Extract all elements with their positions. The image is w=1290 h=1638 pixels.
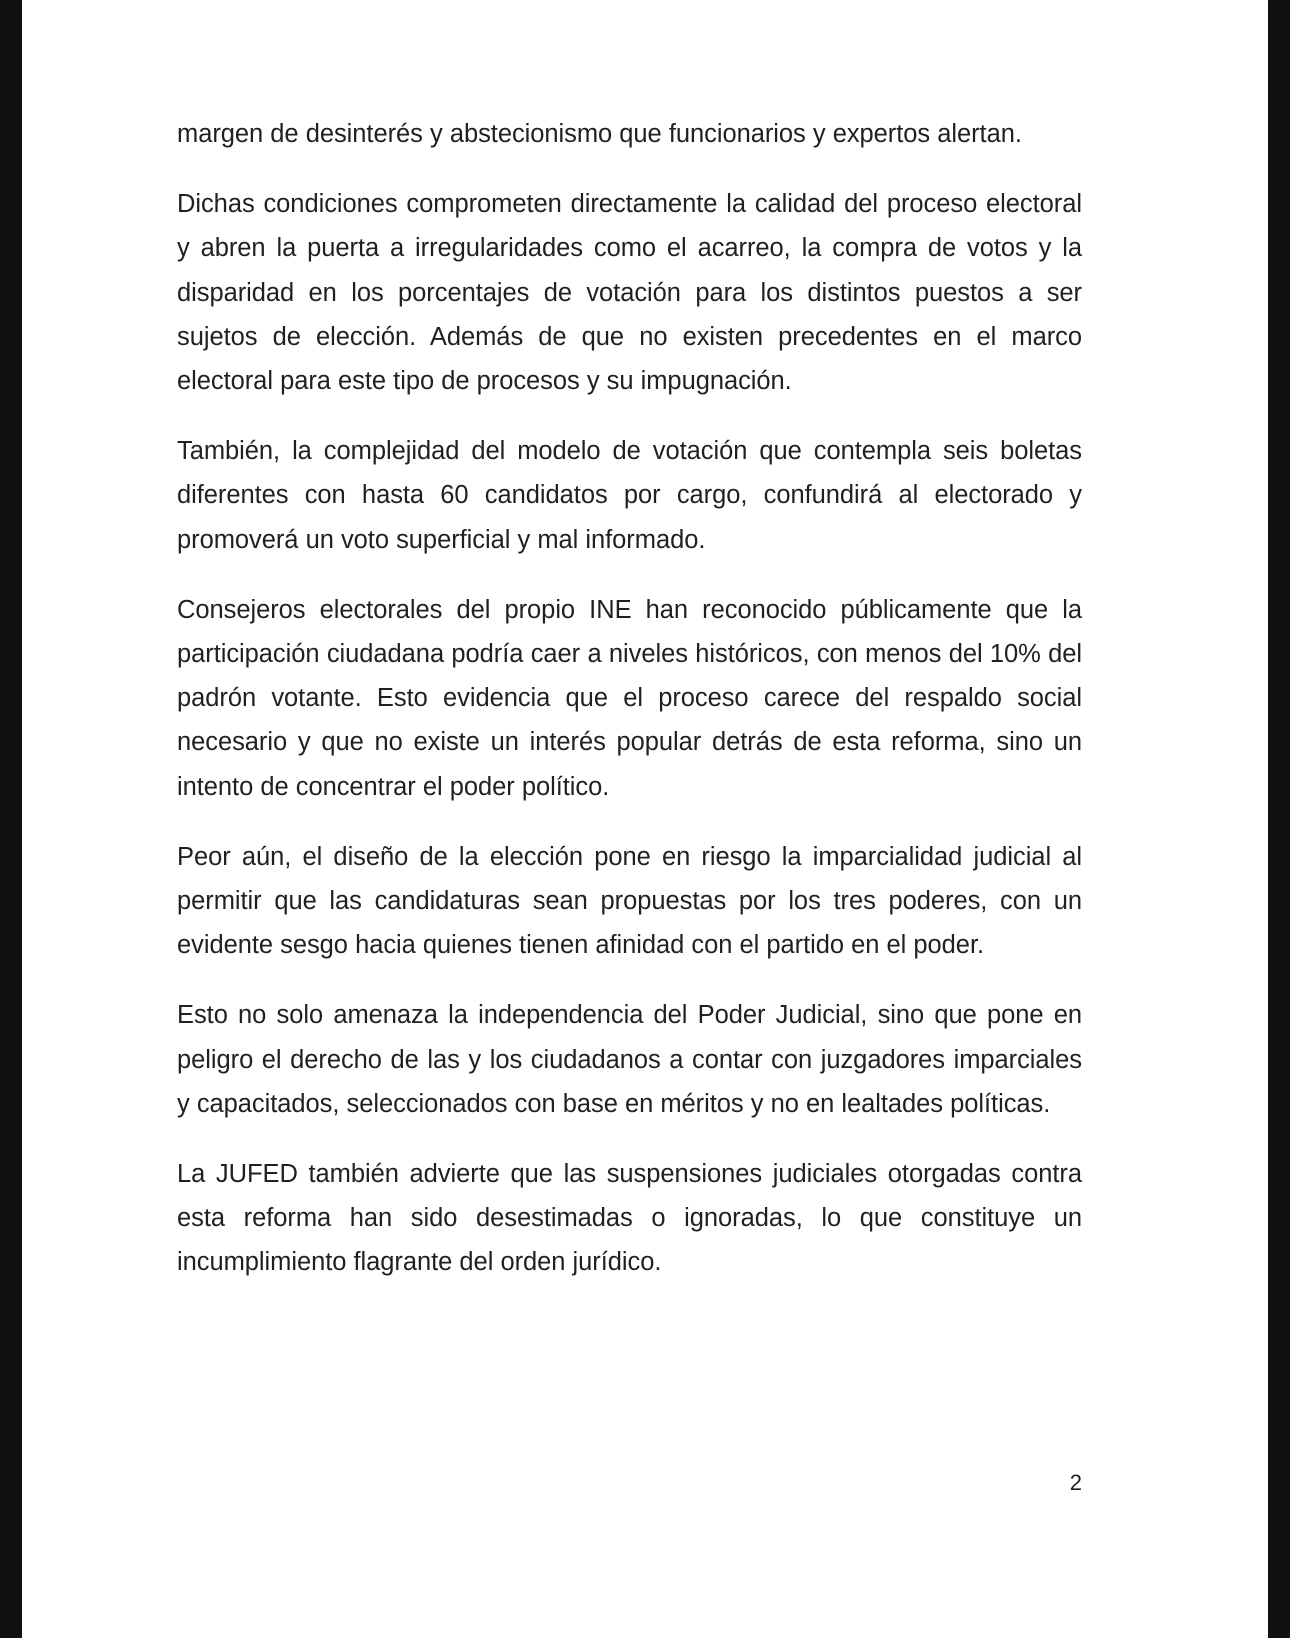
paragraph: Dichas condiciones comprometen directamente la calidad del proceso electoral y abren la puerta a irregularidades como el acarreo, la compra de votos y la disparidad en los porcentajes de votación para los distintos puestos a ser sujetos de elección. Además de que no existen precedentes en el marco electoral para este tipo de procesos y su impugnación.: [177, 190, 1082, 396]
page-gutter-left: [0, 0, 22, 1638]
paragraph: Consejeros electorales del propio INE han reconocido públicamente que la participación ciudadana podría caer a niveles históricos, con menos del 10% del padrón votante. Esto evidencia que el proceso carece del respaldo social necesario y que no existe un interés popular detrás de esta reforma, sino un intento de concentrar el poder político.: [177, 595, 1082, 801]
paragraph: Peor aún, el diseño de la elección pone en riesgo la imparcialidad judicial al permitir que las candidaturas sean propuestas por los tres poderes, con un evidente sesgo hacia quienes tienen afinidad con el partido en el poder.: [177, 842, 1082, 960]
page-text-body: [177, 112, 1082, 1285]
paragraph: margen de desinterés y abstecionismo que funcionarios y expertos alertan.: [177, 120, 1022, 148]
paragraph: También, la complejidad del modelo de votación que contempla seis boletas diferentes con hasta 60 candidatos por cargo, confundirá al electorado y promoverá un voto superficial y mal informado.: [177, 437, 1082, 554]
paragraph: La JUFED también advierte que las suspensiones judiciales otorgadas contra esta reforma han sido desestimadas o ignoradas, lo que constituye un incumplimiento flagrante del orden jurídico.: [177, 1160, 1082, 1277]
page-number: 2: [1069, 1470, 1082, 1495]
document-page: [22, 0, 1268, 1638]
page-gutter-right: [1268, 0, 1290, 1638]
paragraph: Esto no solo amenaza la independencia del Poder Judicial, sino que pone en peligro el derecho de las y los ciudadanos a contar con juzgadores imparciales y capacitados, seleccionados con base en méritos y no en lealtades políticas.: [177, 1001, 1082, 1118]
